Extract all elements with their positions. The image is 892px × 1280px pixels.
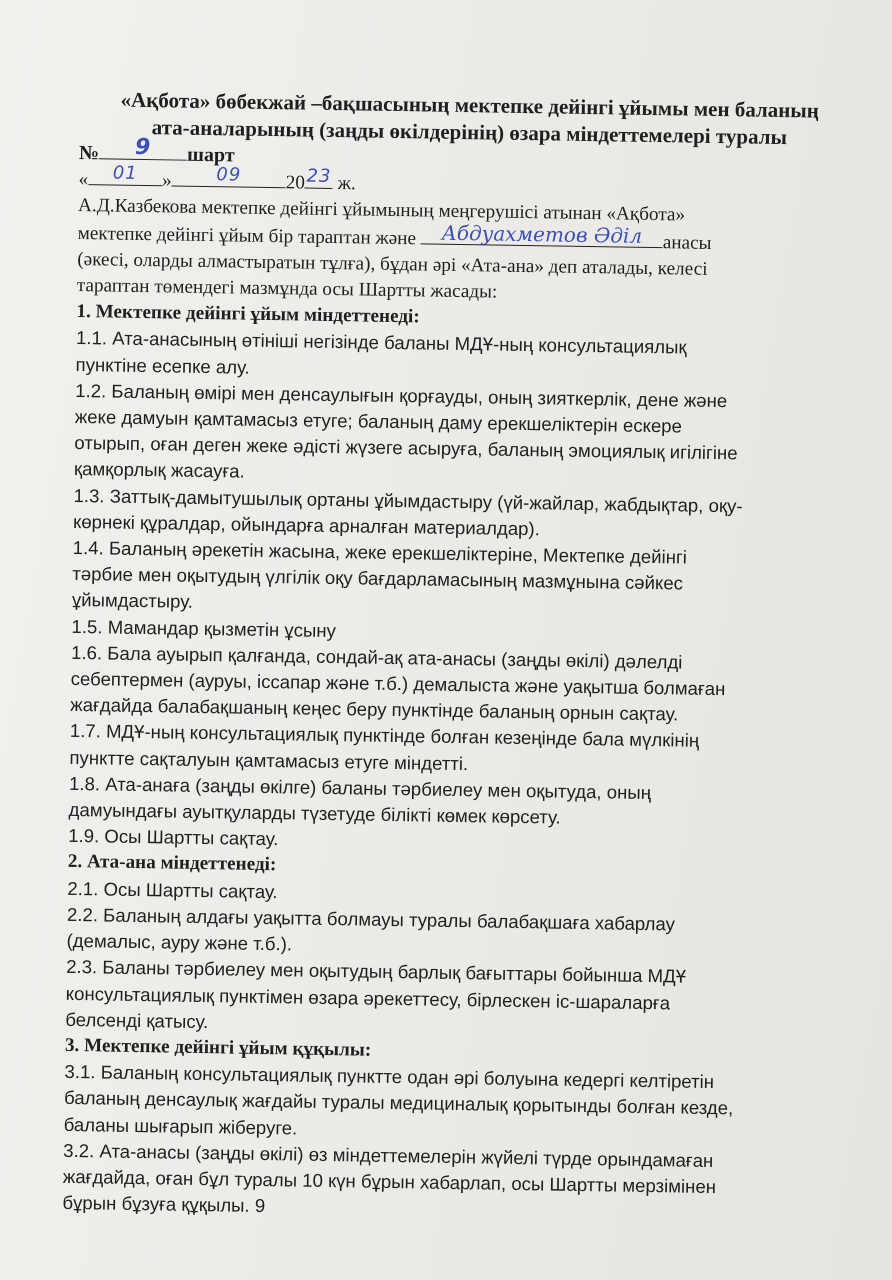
- title-line-1: «Ақбота» бөбекжай –бақшасының мектепке дейінгі ұйымы мен баланың: [120, 87, 820, 123]
- year-blank: [305, 165, 333, 189]
- number-blank: [99, 134, 187, 161]
- date-month-handwritten: 09: [216, 164, 242, 186]
- intro-line-2-suffix: анасы: [662, 231, 712, 254]
- section-1-line: отырып, оған деген жеке әдісті жүзеге асыруға, баланың эмоциялық игілігіне: [74, 432, 738, 464]
- section-1-line: ұйымдастыру.: [71, 589, 194, 613]
- section-1-line: 1.6. Бала ауырып қалғанда, сондай-ақ ата-анасы (заңды өкілі) дәлелді: [70, 641, 683, 673]
- contract-document: [62, 86, 870, 1229]
- section-1-line: себептермен (ауруы, іссапар және т.б.) демалыста және уақытша болмаған: [70, 667, 726, 700]
- year-handwritten: 23: [306, 165, 332, 188]
- section-3-line: 3.2. Ата-анасы (заңды өкілі) өз міндеттемелерін жүйелі түрде орындамаған: [63, 1139, 714, 1171]
- section-3-line: баланың денсаулық жағдайы туралы медициналық қорытынды болған кезде,: [63, 1087, 734, 1119]
- section-3-line: бұрын бұзуға құқылы. 9: [62, 1191, 266, 1217]
- section-2-line: белсенді қатысу.: [65, 1008, 209, 1032]
- date-open-quote: «: [78, 169, 89, 191]
- intro-line-3: (әкесі, оларды алмастыратын тұлға), бұдан әрі «Ата-ана» деп аталады, келесі: [77, 248, 708, 280]
- section-1-line: 1.7. МДҰ-ның консультациялық пунктінде болған кезеңінде бала мүлкінің: [69, 720, 700, 752]
- year-suffix: ж.: [332, 173, 356, 195]
- section-1-heading: 1. Мектепке дейінгі ұйым міндеттенеді:: [76, 301, 420, 328]
- year-prefix: 20: [285, 172, 306, 194]
- section-2-heading: 2. Ата-ана міндеттенеді:: [67, 851, 277, 876]
- section-1-line: пунктте сақталуын қамтамасыз етуге міндетті.: [69, 746, 469, 774]
- section-1-line: жеке дамуын қамтамасыз етуге; баланың даму ерекшеліктерін ескере: [74, 405, 683, 437]
- section-1-line: 1.5. Мамандар қызметін ұсыну: [71, 615, 337, 641]
- intro-line-2-text: мектепке дейінгі ұйым бір тараптан және: [77, 222, 422, 249]
- section-2-line: (демалыс, ауру және т.б.).: [66, 929, 293, 955]
- section-3-heading: 3. Мектепке дейінгі ұйым құқылы:: [64, 1034, 372, 1061]
- section-1-line: тәрбие мен оқытудың үлгілік оқу бағдарламасының мазмұнына сәйкес: [72, 563, 684, 594]
- number-suffix: шарт: [186, 143, 235, 167]
- contract-number-handwritten: 9: [134, 134, 152, 161]
- section-1-line: көрнекі құралдар, ойындарға арналған материалдар).: [72, 510, 541, 540]
- section-1-line: қамқорлық жасауға.: [73, 458, 245, 483]
- intro-line-4: тараптан төмендегі мазмұнда осы Шартты жасады:: [76, 274, 498, 303]
- section-1-line: пунктіне есепке алу.: [75, 353, 250, 378]
- section-2-line: 2.2. Баланың алдағы уақытта болмауы туралы балабақшаға хабарлау: [66, 903, 676, 935]
- section-1-line: дамуындағы ауытқуларды түзетуде білікті көмек көрсету.: [68, 798, 561, 828]
- day-blank: [88, 162, 162, 186]
- section-1-line: 1.8. Ата-анаға (заңды өкілге) баланы тәрбиелеу мен оқытуда, оның: [68, 772, 652, 803]
- title-line-2: ата-аналарының (заңды өкілдерінің) өзара міндеттемелері туралы: [151, 115, 788, 150]
- date-day-handwritten: 01: [112, 162, 138, 185]
- section-1-line: жағдайда балабақшаның кеңес беру пунктінде баланың орнын сақтау.: [70, 694, 679, 725]
- section-3-line: 3.1. Баланың консультациялық пунктте одан әрі болуына кедергі келтіретін: [64, 1060, 715, 1093]
- intro-line-1: А.Д.Казбекова мектепке дейінгі ұйымының меңгерушісі атынан «Ақбота»: [77, 195, 686, 226]
- section-1-line: 1.2. Баланың өмірі мен денсаулығын қорғауды, оның зияткерлік, дене және: [75, 379, 728, 412]
- section-1-line: 1.9. Осы Шартты сақтау.: [68, 825, 279, 850]
- section-1-line: 1.4. Баланың әрекетін жасына, жеке ерекшеліктеріне, Мектепке дейінгі: [72, 536, 688, 568]
- section-3-line: жағдайда, оған бұл туралы 10 күн бұрын хабарлап, осы Шартты мерзімінен: [62, 1165, 717, 1198]
- section-1-line: 1.3. Заттық-дамытушылық ортаны ұйымдастыру (үй-жайлар, жабдықтар, оқу-: [73, 484, 743, 517]
- number-prefix: №: [78, 141, 100, 165]
- section-2-line: консультациялық пунктімен өзара әрекеттесу, бірлескен іс-шараларға: [65, 982, 671, 1013]
- parent-name-handwritten: Абдуахметов Әділ: [441, 220, 643, 248]
- section-3-line: баланы шығарып жіберуге.: [63, 1113, 298, 1139]
- section-2-line: 2.3. Баланы тәрбиелеу мен оқытудың барлық бағыттары бойынша МДҰ: [66, 956, 687, 987]
- date-close-quote: »: [161, 170, 172, 192]
- section-2-line: 2.1. Осы Шартты сақтау.: [67, 877, 278, 902]
- section-1-line: 1.1. Ата-анасының өтініші негізінде баланы МДҰ-ның консультациялық: [75, 327, 687, 358]
- parent-name-blank: [421, 220, 663, 248]
- month-blank: [172, 164, 286, 189]
